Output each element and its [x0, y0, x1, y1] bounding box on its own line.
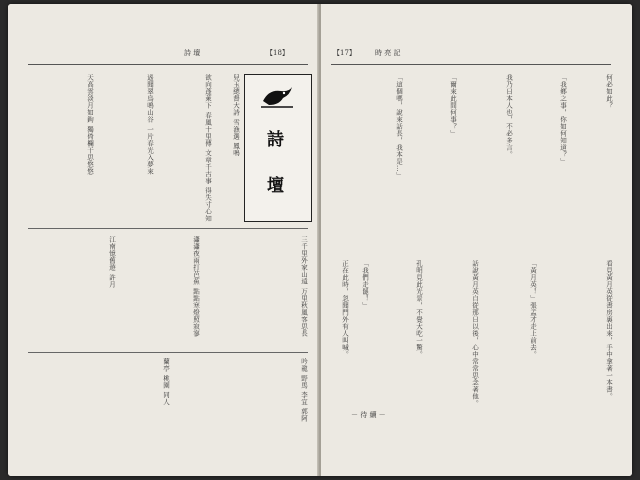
- poem-column: 遙聞翠鳥鳴山谷 一片春光入夢來: [146, 74, 154, 175]
- text-column: 何必如此？: [605, 74, 613, 109]
- poem-column: 江南憶舊遊 許月: [108, 236, 116, 288]
- text-column: 「爾來此間何事？」: [449, 74, 457, 137]
- header-rule: [331, 64, 611, 65]
- text-column: 我乃日本人也，不必多言。: [505, 74, 513, 158]
- text-column: 孔明見此光景，不覺大吃一驚。: [415, 260, 423, 358]
- section-divider: [28, 228, 308, 229]
- poem-column: 欲向蓬萊下 春風十里傳 文章千古事 得失寸心知: [204, 74, 212, 222]
- poem-column: 蘭亭 桃園 同人: [162, 358, 170, 406]
- poem-column: 三千里外家山遠 万里秋風客思長: [300, 236, 308, 337]
- poem-column: 吟龍 野馬 李宜 郭阿: [300, 358, 308, 422]
- left-page: [8, 4, 319, 476]
- magazine-spread: [8, 4, 632, 476]
- right-page: [321, 4, 632, 476]
- poetry-section-title-box: [244, 74, 312, 222]
- text-column: 「黃月英！」張孟才走上前去。: [529, 260, 537, 358]
- poem-column: 天高雲淡月如鉤 獨倚欄干思悠悠: [86, 74, 94, 175]
- right-page-header: 時 亮 記: [375, 49, 401, 57]
- bird-icon: [259, 83, 295, 109]
- right-page-number: 【17】: [333, 49, 356, 57]
- text-column: 正在此時，忽聞門外有人叫喊。: [341, 260, 349, 358]
- left-page-header: 詩 壇: [184, 49, 201, 57]
- text-column: 「我們走罷！」: [361, 260, 369, 309]
- text-column: 「我鄉之事，你如何知道？」: [559, 74, 567, 165]
- title-char-altar: 壇: [267, 176, 284, 196]
- text-column: 「這個嗎，說來話長，我本是…」: [395, 74, 403, 179]
- title-char-poetry: 詩: [267, 130, 284, 150]
- left-page-number: 【18】: [266, 49, 289, 57]
- header-rule: [28, 64, 308, 65]
- to-be-continued-mark: － 待 續 －: [351, 411, 386, 419]
- section-divider: [28, 352, 308, 353]
- text-column: 話說黃月英自從那日以後，心中常常思念著他。: [471, 260, 479, 407]
- poem-column: 兒玉總督大詩 雪漁選 鳳鳴: [232, 74, 240, 157]
- text-column: 看見黃月英從書房裏出來，手中拿著一本書。: [605, 260, 613, 400]
- poem-column: 瀟瀟夜雨打芭蕉 點點寒燈照寂寥: [192, 236, 200, 337]
